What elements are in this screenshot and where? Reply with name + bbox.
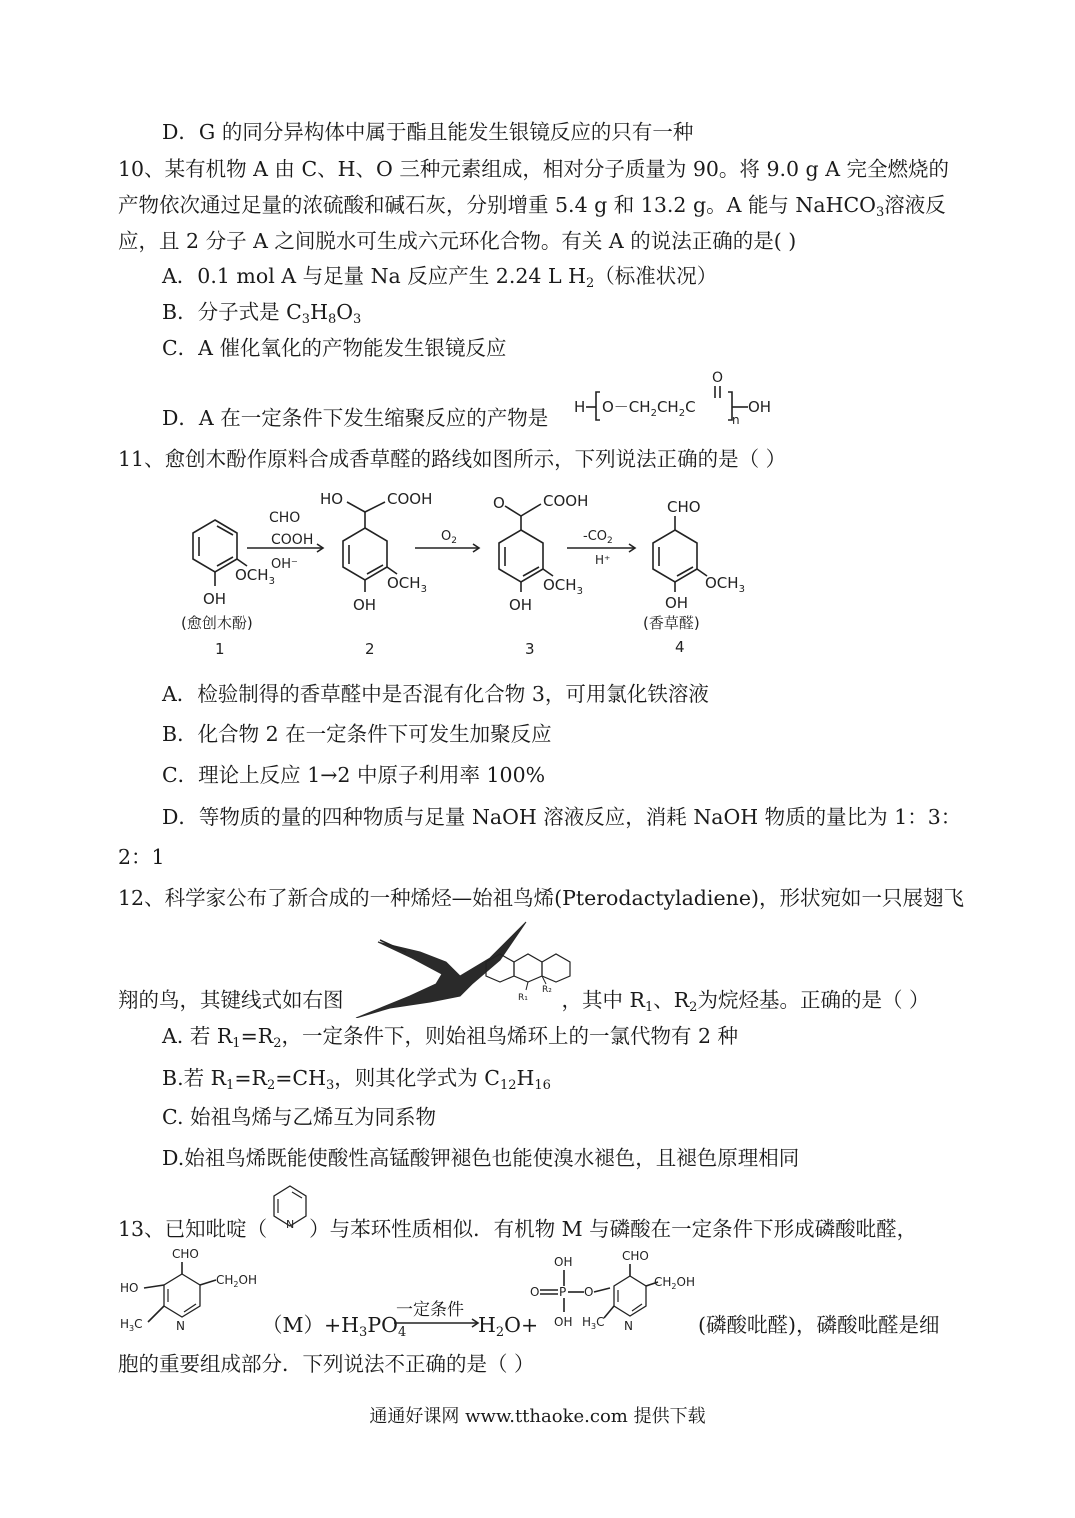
ring-right xyxy=(542,954,570,982)
m-ring xyxy=(164,1274,200,1317)
c3-och3: $OCH_3$ xyxy=(543,576,583,597)
compound-4 xyxy=(643,498,745,656)
c2-och3: $OCH_3$ xyxy=(387,574,427,595)
polymer-chain-o: $O-CH_2CH_2C$ xyxy=(602,398,696,419)
c2-number: 2 xyxy=(365,640,375,658)
pp-h3c: $H_3C$ xyxy=(582,1315,605,1331)
q13-stem-line1: 13、已知吡啶（ ）与苯环性质相似．有机物 M 与磷酸在一定条件下形成磷酸吡醛， xyxy=(118,1217,918,1241)
pp-ring xyxy=(614,1276,646,1316)
reagent3-co2: $-CO_2$ xyxy=(583,529,613,546)
pp-o-bridge: O xyxy=(584,1285,594,1299)
q13-equation-water: $H_2O+$ xyxy=(478,1313,539,1340)
m-ch2oh: $CH_2OH$ xyxy=(216,1273,257,1289)
c1-number: 1 xyxy=(215,640,225,658)
arrow-2 xyxy=(415,529,479,552)
q10-option-b: B．分子式是 $C_3H_8O_3$ xyxy=(162,300,362,327)
q12-option-b: B.若 $R_1=R_2=CH_3$，则其化学式为 $C_{12}H_{16}$ xyxy=(162,1066,551,1093)
q13-pyridine-structure xyxy=(268,1180,314,1242)
polymer-n: n xyxy=(732,413,740,424)
polymer-bracket-left xyxy=(596,392,600,420)
q9-option-d: D．G 的同分异构体中属于酯且能发生银镜反应的只有一种 xyxy=(162,120,694,144)
q13-equation-left: $(M)+H_3PO_4$ xyxy=(262,1313,407,1340)
pp-cho: CHO xyxy=(622,1249,649,1263)
c1-name: (愈创木酚) xyxy=(181,614,253,632)
c1-och3: $OCH_3$ xyxy=(235,566,275,587)
c3-cooh: COOH xyxy=(543,492,589,510)
q13-reaction-condition: 一定条件 xyxy=(396,1300,464,1320)
pyridine-n: N xyxy=(286,1218,295,1231)
c2-ho: HO xyxy=(320,490,344,508)
compound-2 xyxy=(320,490,432,658)
q13-stem-line3: 胞的重要组成部分．下列说法不正确的是（ ） xyxy=(118,1352,535,1376)
q10-stem-line3: 应，且 2 分子 A 之间脱水可生成六元环化合物。有关 A 的说法正确的是( ) xyxy=(118,229,797,253)
figure-r1: R₁ xyxy=(518,993,528,1003)
q12-option-d: D.始祖鸟烯既能使酸性高锰酸钾褪色也能使溴水褪色，且褪色原理相同 xyxy=(162,1146,800,1170)
q11-option-a: A．检验制得的香草醛中是否混有化合物 3，可用氯化铁溶液 xyxy=(162,682,709,706)
q12-option-a: A. 若 $R_1=R_2$，一定条件下，则始祖鸟烯环上的一氯代物有 2 种 xyxy=(162,1024,739,1051)
polymer-carbonyl-o: O xyxy=(712,370,724,386)
reagent3-h: H⁺ xyxy=(595,553,611,567)
ring-middle xyxy=(514,954,542,982)
reagent1-cooh: COOH xyxy=(271,532,314,548)
bird-head xyxy=(380,940,406,952)
c3-oh: OH xyxy=(509,596,533,614)
q10-option-d: D．A 在一定条件下发生缩聚反应的产物是 xyxy=(162,406,549,430)
pp-oh-bottom: OH xyxy=(554,1315,573,1329)
q13-reaction-arrow xyxy=(392,1318,482,1328)
arrow-3 xyxy=(567,529,635,567)
q11-option-d-line1: D．等物质的量的四种物质与足量 NaOH 溶液反应，消耗 NaOH 物质的量比为 1：3： xyxy=(162,805,962,829)
reagent1-oh: OH⁻ xyxy=(271,557,298,572)
m-h3c: $H_3C$ xyxy=(120,1317,143,1333)
c4-och3: $OCH_3$ xyxy=(705,574,745,595)
compound-1 xyxy=(181,520,275,658)
figure-r2: R₂ xyxy=(542,985,552,995)
q10-option-a: A．0.1 mol A 与足量 Na 反应产生 2.24 L $H_2$（标准状况） xyxy=(162,264,718,291)
q10-stem-line1: 10、某有机物 A 由 C、H、O 三种元素组成，相对分子质量为 90。将 9.0 g A 完全燃烧的 xyxy=(118,157,950,181)
m-ho: HO xyxy=(120,1281,139,1295)
pp-oh-top: OH xyxy=(554,1255,573,1269)
c3-number: 3 xyxy=(525,640,535,658)
polymer-h: H xyxy=(574,398,586,416)
q12-option-c: C. 始祖鸟烯与乙烯互为同系物 xyxy=(162,1105,436,1129)
c1-oh: OH xyxy=(203,590,227,608)
c4-cho: CHO xyxy=(667,498,701,516)
c4-oh: OH xyxy=(665,594,689,612)
q11-option-d-line2: 2：1 xyxy=(118,845,165,869)
pp-ch2oh: $CH_2OH$ xyxy=(654,1275,695,1291)
q12-stem-line1: 12、科学家公布了新合成的一种烯烃—始祖鸟烯(Pterodactyladiene)，形状宛如一只展翅飞 xyxy=(118,886,964,910)
reagent1-cho: CHO xyxy=(269,510,301,526)
q12-stem-line2: 翔的鸟，其键线式如右图 ，其中 $R_1$、$R_2$为烷烃基。正确的是（ ） xyxy=(118,988,930,1015)
m-cho: CHO xyxy=(172,1247,199,1261)
q13-pyridoxal-phosphate xyxy=(526,1238,696,1368)
pp-o-left: O xyxy=(530,1285,540,1299)
q11-synthesis-scheme xyxy=(175,480,795,660)
c3-o: O xyxy=(493,494,505,512)
q11-option-b: B．化合物 2 在一定条件下可发生加聚反应 xyxy=(162,722,552,746)
q10-polymer-formula xyxy=(572,364,782,424)
page-footer: 通通好课网 www.tthaoke.com 提供下载 xyxy=(369,1406,706,1427)
polymer-oh: OH xyxy=(748,398,772,416)
q10-stem-line2: 产物依次通过足量的浓硫酸和碱石灰，分别增重 5.4 g 和 13.2 g。A 能与 NaHCO$_3$溶液反 xyxy=(118,193,946,220)
c4-name: (香草醛) xyxy=(643,614,700,632)
pp-p: P xyxy=(559,1285,567,1299)
q13-equation-name: (磷酸吡醛)，磷酸吡醛是细 xyxy=(698,1313,940,1337)
c2-cooh: COOH xyxy=(387,490,433,508)
c2-oh: OH xyxy=(353,596,377,614)
q11-stem: 11、愈创木酚作原料合成香草醛的路线如图所示，下列说法正确的是（ ） xyxy=(118,447,787,471)
compound-3 xyxy=(493,492,588,658)
q10-option-c: C．A 催化氧化的产物能发生银镜反应 xyxy=(162,336,507,360)
m-n: N xyxy=(176,1319,185,1333)
pp-n: N xyxy=(624,1319,633,1333)
arrow-1 xyxy=(247,510,323,572)
q11-option-c: C．理论上反应 1→2 中原子利用率 100% xyxy=(162,763,546,787)
reagent2-o2: $O_2$ xyxy=(441,529,457,546)
c4-number: 4 xyxy=(675,638,685,656)
